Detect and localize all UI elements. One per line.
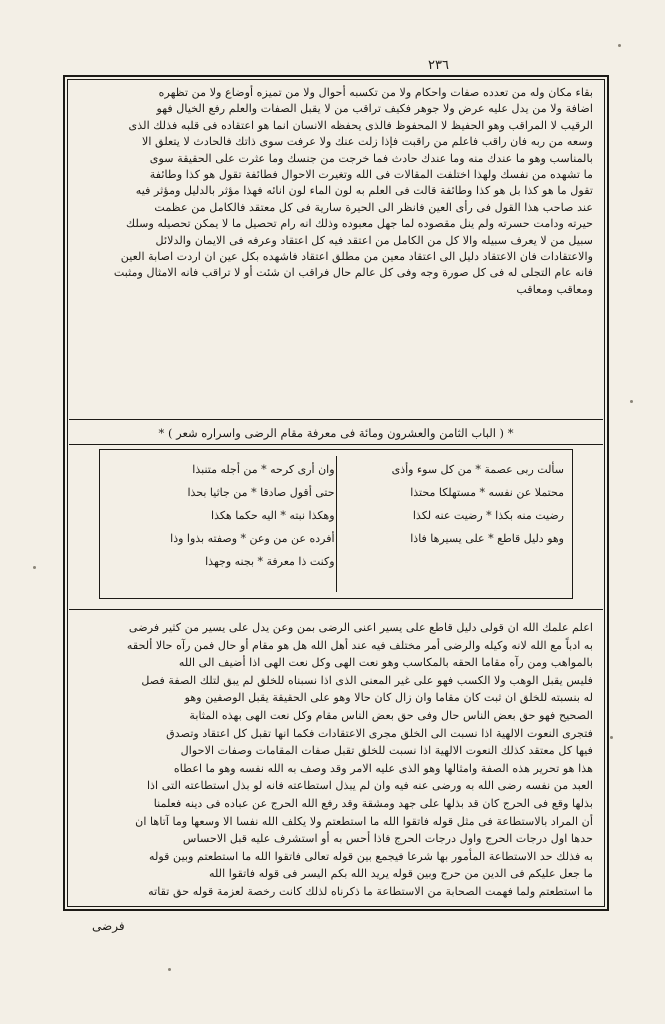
poem-column-right xyxy=(337,458,564,550)
text-line: عند صاحب هذا القول فى رأى العين فانظر الى الحيرة سارية فى كل معتقد فالكامل من عظمت xyxy=(154,200,593,214)
divider xyxy=(69,419,603,420)
text-line: فليس يقبل الوهب ولا الكسب فهو على غير المعنى الذى اذا نسبناه للخلق لم يبق لتلك الصفة فصل xyxy=(141,673,593,687)
chapter-heading: * ( الباب الثامن والعشرون ومائة فى معرفة مقام الرضى واسراره شعر ) * xyxy=(158,426,514,440)
poem-line: محتملا عن نفسه * مستهلكا محتذا xyxy=(410,486,564,499)
poem-line: وكنت ذا معرفة * بجنه وجهذا xyxy=(205,555,335,568)
text-line: فيها كل معتقد كذلك النعوت الالهية اذا نسبت للخلق تقبل صفات المقامات وصفات الاحوال xyxy=(180,744,593,758)
poem-line: رضيت منه بكذا * رضيت عنه لكذا xyxy=(412,509,564,522)
divider xyxy=(69,444,603,445)
text-line: بذلها وقع فى الحرج كان قد بذلها على جهد ومشقة وقد رفع الله الحرج عن عباده فى دينه فعلمنا xyxy=(153,796,593,810)
text-line: هذا هو تحرير هذه الصفة وامثالها وهو الذى عليه الامر وقد وصف به الله نفسه وهو ما اعطاه xyxy=(173,761,593,775)
text-line: به ادباً مع الله لانه وكيله والرضى أمر مختلف فيه عند أهل الله هل هو مقام أو حال فمن رآه حالا ألحقه xyxy=(126,638,593,652)
text-line: ما جعل عليكم فى الدين من حرج وبين قوله يريد الله بكم اليسر فى قوله فاتقوا الله xyxy=(208,867,593,881)
poem-line: حتى أقول صادقا * من جاثيا بحذا xyxy=(187,486,335,499)
poem-column-left xyxy=(108,458,335,573)
text-line: ما استطعتم ولما فهمت الصحابة من الاستطاعة ما ذكرناه لذلك كانت رخصة لعزمة قوله حق تقاته xyxy=(148,884,593,898)
divider xyxy=(69,609,603,610)
poem-line: أفرده عن من وعن * وصفته بذوا وذا xyxy=(170,532,335,545)
text-line: اعلم علمك الله ان قولى دليل قاطع على يسير اعنى الرضى بمن وعن يدل على يسير من كثير فرضى xyxy=(128,621,593,634)
page-frame xyxy=(63,75,609,911)
text-line: الرقيب لا المراقب وهو الحفيظ لا المحفوظ فالذى يحفظه الانسان انما هو اعتقاده فى قلبه فذلك الذى xyxy=(128,118,593,132)
text-line: وسعه من ربه فان راقب فاعلم من راقبت فإذا زلت عنك ولا عرفت سوى ذاتك فالحادث لا يتعلق الا xyxy=(141,135,593,149)
text-line: بالمناسب وهو ما عندك منه وما عندك حادث فما خرجت من جنسك وما عثرت على الحقيقة سوى xyxy=(149,151,593,165)
text-line: أن المراد بالاستطاعة فى مثل قوله فاتقوا الله ما استطعتم ولا يكلف الله نفسا الا وسعها وما آتاها ان xyxy=(135,814,593,828)
text-line: حيرته ودامت حسرته ولم ينل مقصوده لما جهل معبوده وذلك انه رام تحصيل ما لا يمكن تحصيله وسلك xyxy=(126,217,593,231)
text-line: فانه عام التجلى له فى كل صورة وجه وفى كل عالم حال فراقب ان شئت أو لا تراقب فانه الامثال ومثبت xyxy=(113,266,593,280)
paper-speck xyxy=(33,566,36,569)
text-line: سبيل من لا يعرف سبيله والا كل من الكامل من اعتقد فيه كل اعتقاد وعرفه فى الايمان والدلائل xyxy=(155,233,593,247)
poem-line: وهكذا نبته * اليه حكما هكذا xyxy=(211,509,335,522)
text-line: له بنسبته للخلق ان ثبت كان مقاما وان زال كان حالا وهو على الحقيقة يقبل الوصفين وهو xyxy=(184,691,593,705)
poem-line: وان أرى كرحه * من أجله متنبذا xyxy=(192,463,335,476)
paper-speck xyxy=(630,400,633,403)
poem-box xyxy=(99,449,573,599)
text-block-bottom xyxy=(79,619,593,905)
text-line: العبد من نفسه رضى الله به ورضى عنه فيه وان لم يبذل استطاعته فانه لو بذل استطاعته التى اذا xyxy=(146,779,593,793)
paper-speck xyxy=(618,44,621,47)
text-line: الصحيح فهو حق بعض الناس حال وفى حق بعض الناس مقام وكل نعت الهى بهذه المثابة xyxy=(189,708,593,722)
text-line: حدها اول درجات الحرج واول درجات الحرج فاذا أحس به أو استشرف عليه قبل الاحساس xyxy=(182,832,593,846)
text-line: ما تشهده من نفسك ولهذا اختلفت المقالات فى الله وتغيرت الاحوال فطائفة تقول هو كذا وطائفة xyxy=(149,168,593,182)
catchword: فرضى xyxy=(92,919,125,933)
text-line: اضافة ولا من يدل عليه عرض ولا جوهر فكيف تراقب من لا يقبل الصفات والعلم رفع الخيال فهو xyxy=(156,102,593,116)
text-line: فتجرى النعوت الالهية اذا نسبت الى الخلق مجرى الاعتقادات فكما انها تقبل كل اعتقاد وتصدق xyxy=(166,726,593,740)
text-line: والاعتقادات فان الاعتقاد دليل الى اعتقاد معين من مطلق اعتقاد فاشهده بكل عين ان اردت اصابة العين xyxy=(120,250,593,264)
poem-line: وهو دليل قاطع * على يسيرها فاذا xyxy=(410,532,564,545)
text-line: به فذلك حد الاستطاعة المأمور بها شرعا فيجمع بين قوله تعالى فاتقوا الله ما استطعتم وبين قوله xyxy=(148,849,593,863)
paper-speck xyxy=(168,968,171,971)
text-line: تقول ما هو كذا بل هو كذا وطائفة قالت فى العلم به لون الماء لون انائه فهذا مؤثر بالدليل ومؤثر فيه xyxy=(135,184,593,198)
text-line: بالمواهب ومن رآه مقاما الحقه بالمكاسب وهو نعت الهى وكل نعت الهى اذا أضيف الى الله xyxy=(178,656,593,670)
paper-speck xyxy=(610,736,613,739)
text-line: ومعاقب ومعاقب xyxy=(516,282,593,296)
poem-line: سألت ربى عصمة * من كل سوء وأذى xyxy=(391,463,564,476)
page-number: ٢٣٦ xyxy=(428,58,449,73)
text-block-top xyxy=(79,85,593,417)
text-line: بقاء مكان وله من تعدده صفات واحكام ولا من تكسبه أحوال ولا من تميزه أوضاع ولا من تظهره xyxy=(158,86,593,99)
